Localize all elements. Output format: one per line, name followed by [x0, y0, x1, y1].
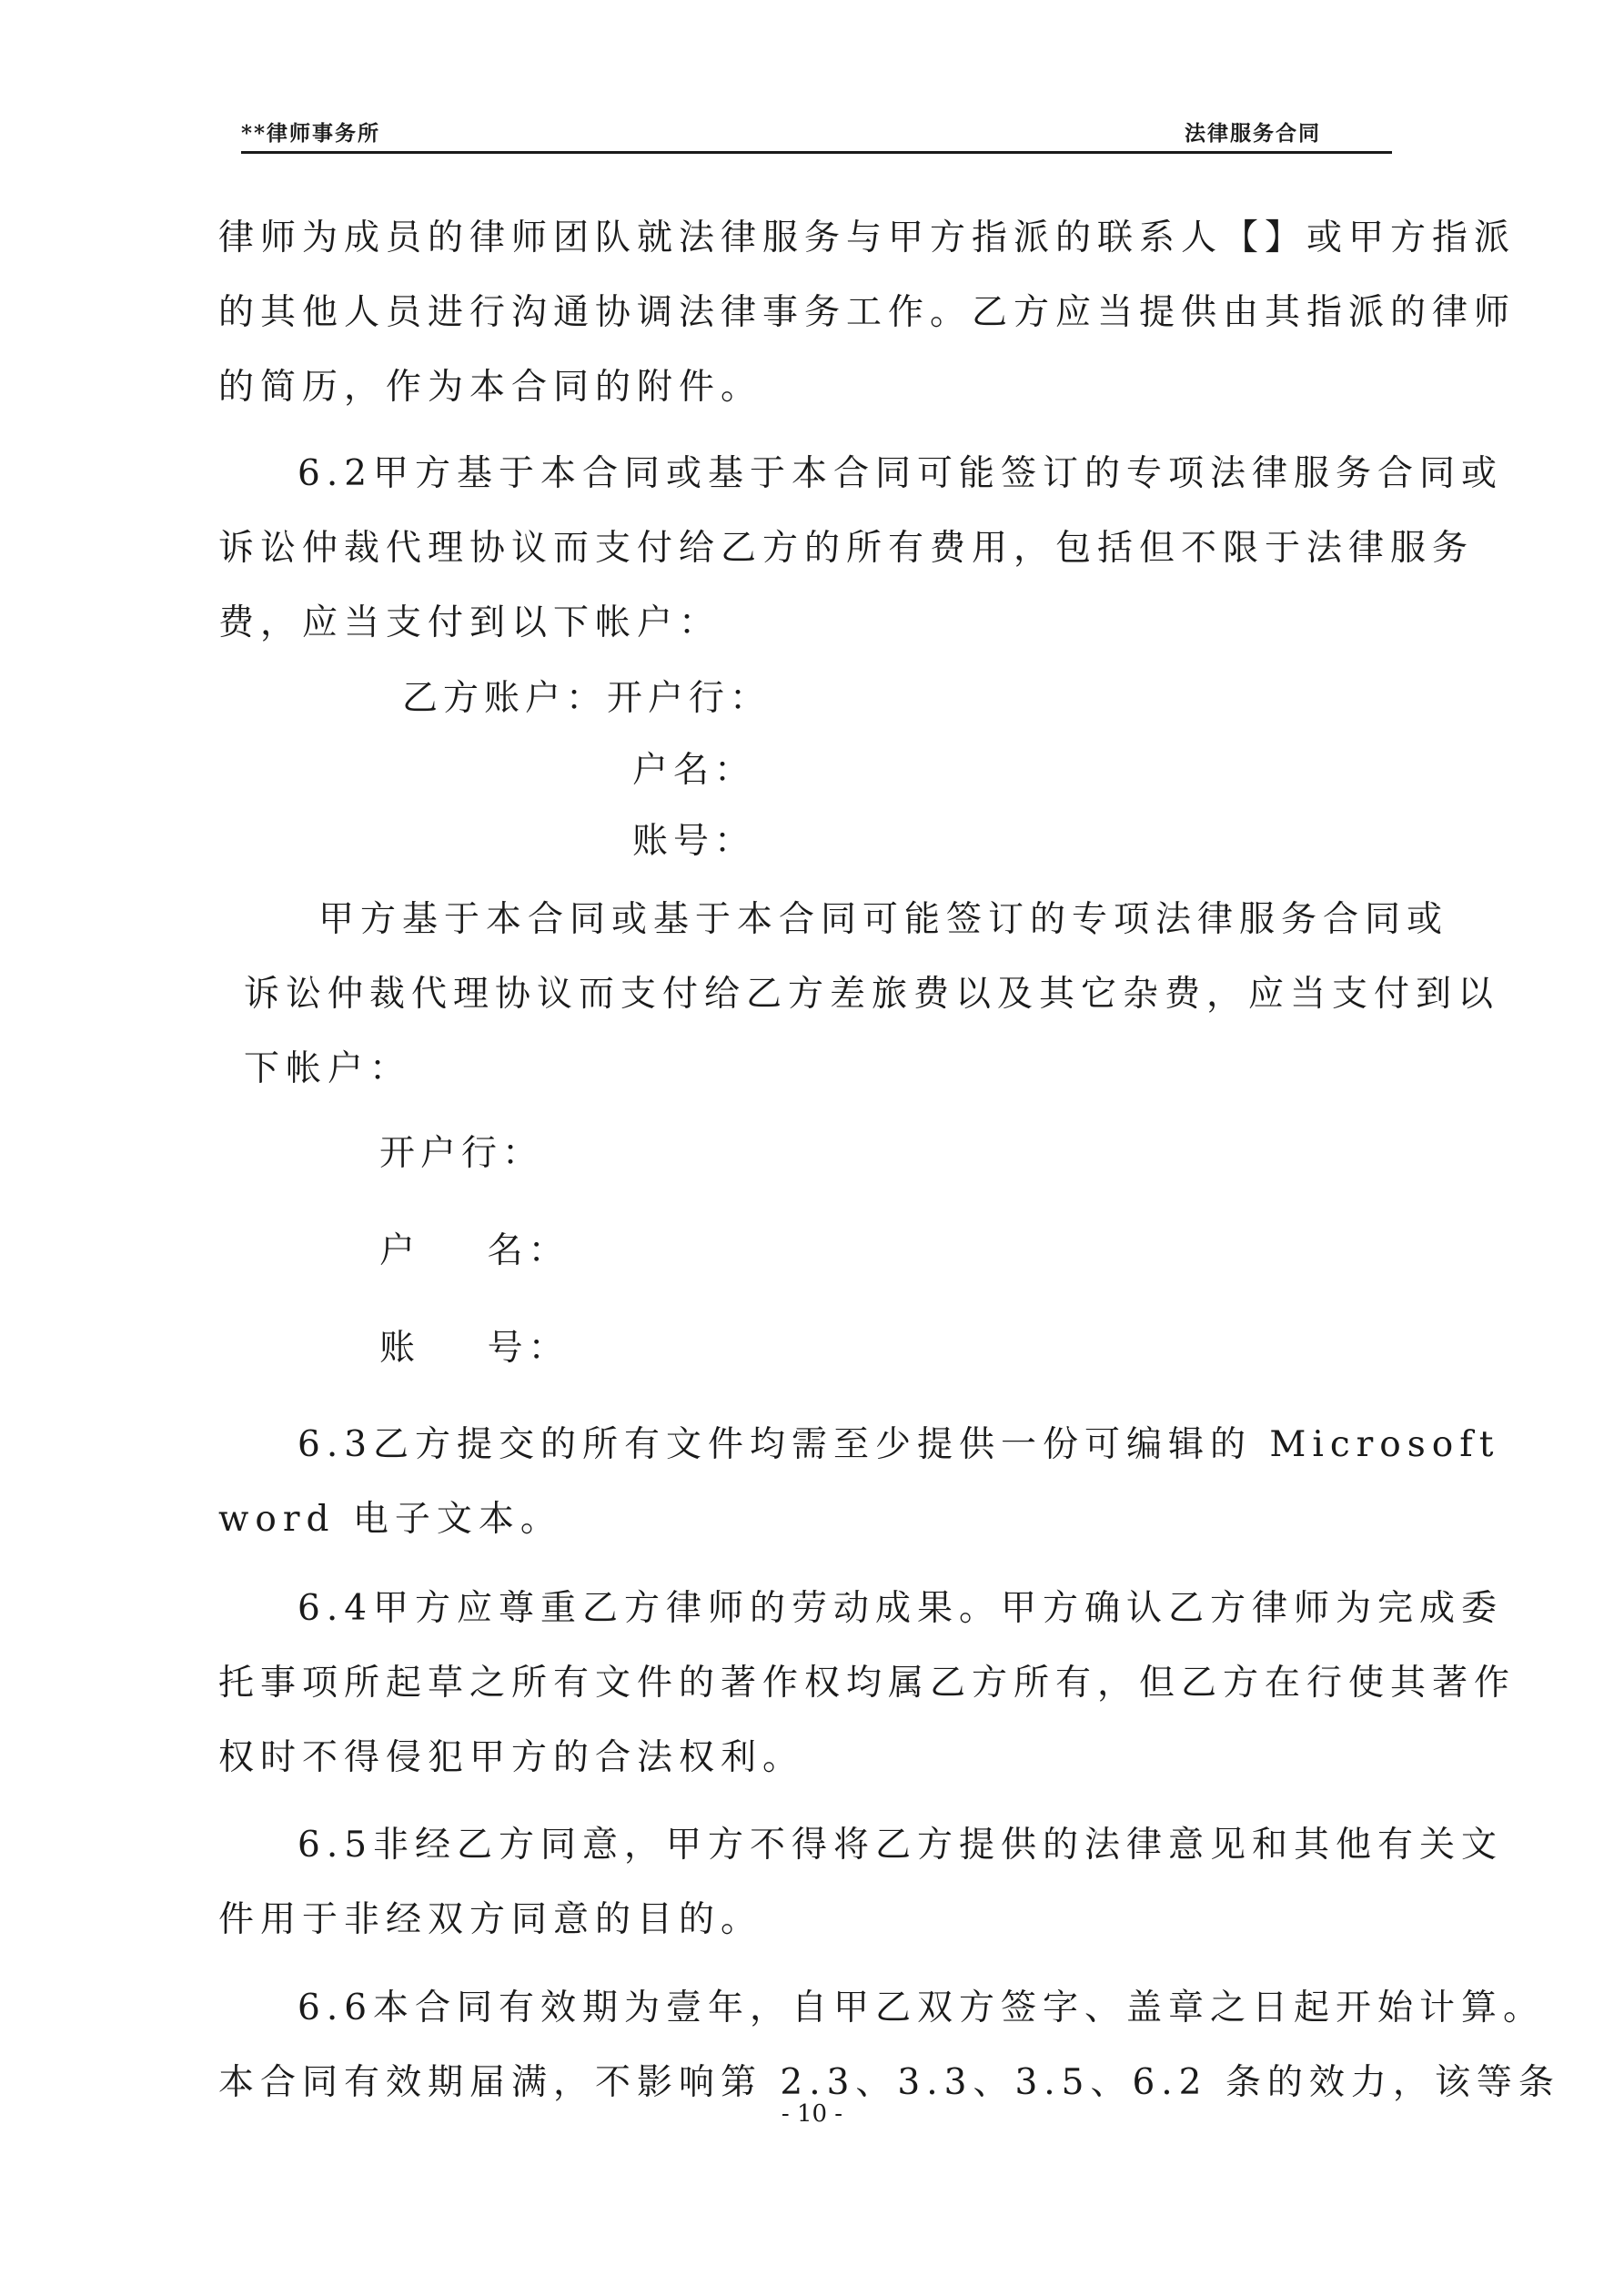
page-header — [241, 116, 1392, 153]
text-line-indented: 6.2甲方基于本合同或基于本合同可能签订的专项法律服务合同或 — [298, 453, 1504, 494]
paragraph-expenses-rest — [244, 957, 1500, 1107]
header-document-title: 法律服务合同 — [1185, 121, 1321, 146]
text-line: 本合同有效期届满，不影响第 2.3、3.3、3.5、6.2 条的效力，该等条 — [218, 2062, 1560, 2103]
text-line: 诉讼仲裁代理协议而支付给乙方差旅费以及其它杂费，应当支付到以 — [244, 974, 1500, 1015]
account2-bank-label: 开户行： — [379, 1133, 544, 1174]
text-line: 律师为成员的律师团队就法律服务与甲方指派的联系人【】或甲方指派 — [218, 217, 1517, 258]
header-firm-name: **律师事务所 — [241, 121, 381, 146]
text-line: 下帐户： — [244, 1048, 412, 1089]
text-line: 的其他人员进行沟通协调法律事务工作。乙方应当提供由其指派的律师 — [218, 292, 1517, 333]
paragraph-team-contact — [218, 201, 1517, 425]
paragraph-6-2 — [218, 437, 1504, 661]
text-line — [218, 1808, 1504, 1883]
paragraph-6-6 — [218, 1971, 1560, 2120]
text-line: word 电子文本。 — [218, 1499, 562, 1540]
text-line-indented: 6.5非经乙方同意，甲方不得将乙方提供的法律意见和其他有关文 — [298, 1825, 1504, 1866]
text-line — [218, 1572, 1504, 1646]
text-line — [218, 1971, 1546, 2046]
account1-number-label: 账号： — [632, 821, 756, 862]
text-line: 托事项所起草之所有文件的著作权均属乙方所有，但乙方在行使其著作 — [218, 1663, 1517, 1704]
account2-number-label: 账 号： — [379, 1328, 570, 1369]
account1-bank-label: 乙方账户：开户行： — [402, 678, 772, 719]
paragraph-6-5 — [218, 1808, 1504, 1957]
text-line: 费，应当支付到以下帐户： — [218, 602, 721, 643]
page-number: - 10 - — [781, 2100, 843, 2128]
text-line: 的简历，作为本合同的附件。 — [218, 367, 763, 408]
text-line: 权时不得侵犯甲方的合法权利。 — [218, 1737, 805, 1778]
paragraph-expenses-line1: 甲方基于本合同或基于本合同可能签订的专项法律服务合同或 — [318, 899, 1449, 940]
text-line: 件用于非经双方同意的目的。 — [218, 1899, 763, 1940]
account2-name-label: 户 名： — [379, 1230, 570, 1271]
text-line — [218, 1408, 1500, 1482]
paragraph-6-3 — [218, 1408, 1500, 1557]
text-line: 诉讼仲裁代理协议而支付给乙方的所有费用，包括但不限于法律服务 — [218, 528, 1475, 569]
account1-name-label: 户名： — [632, 750, 756, 791]
text-line-indented: 6.4甲方应尊重乙方律师的劳动成果。甲方确认乙方律师为完成委 — [298, 1588, 1504, 1629]
text-line — [218, 437, 1504, 511]
paragraph-6-4 — [218, 1572, 1517, 1795]
header-rule — [241, 151, 1392, 154]
text-line-indented: 6.3乙方提交的所有文件均需至少提供一份可编辑的 Microsoft — [298, 1424, 1500, 1465]
text-line-indented: 6.6本合同有效期为壹年，自甲乙双方签字、盖章之日起开始计算。 — [298, 1988, 1546, 2028]
